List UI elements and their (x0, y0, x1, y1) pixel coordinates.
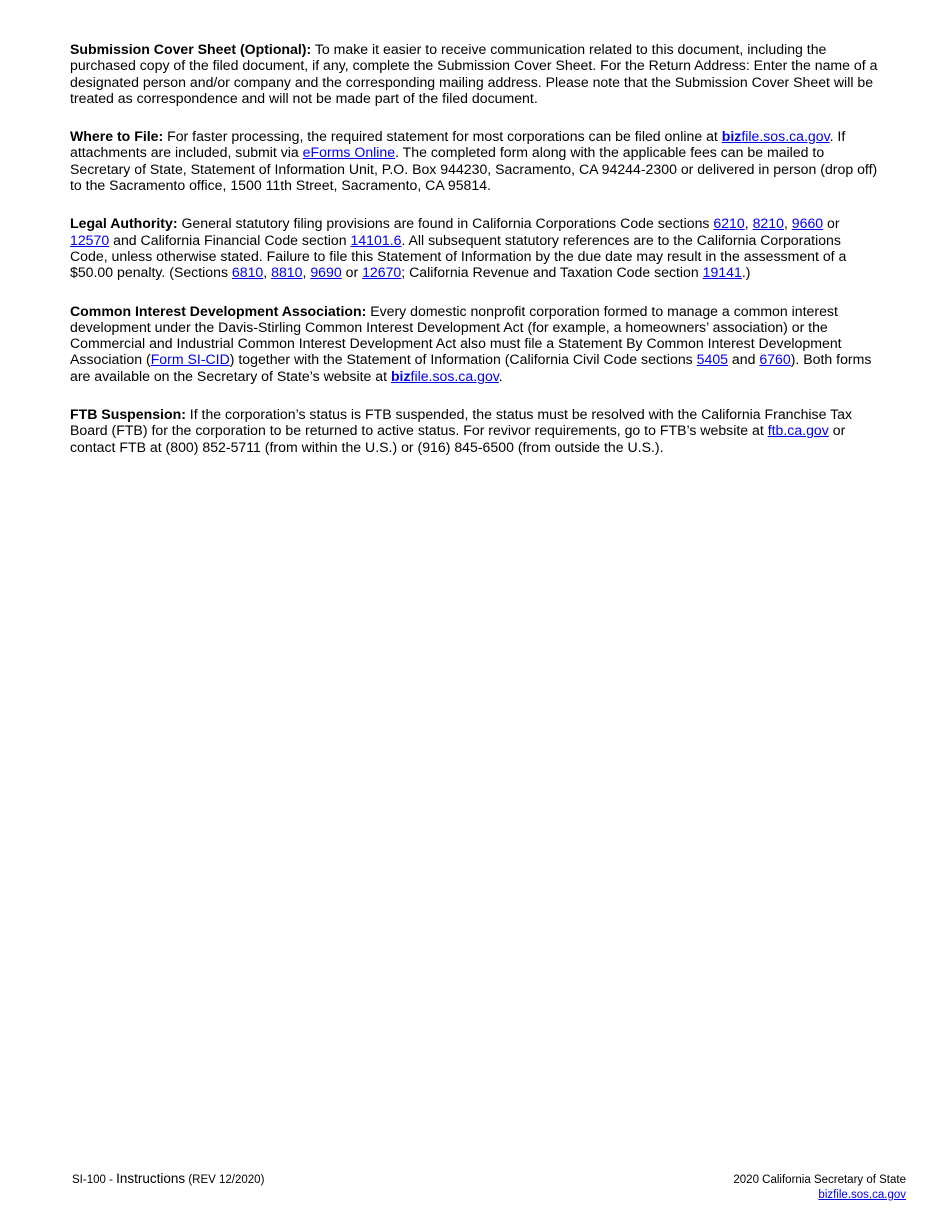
copyright-text: 2020 California Secretary of State (733, 1174, 906, 1186)
financial-code-link[interactable]: 14101.6 (350, 231, 402, 248)
form-revision-footer: SI-100 - Instructions (REV 12/2020) (72, 1171, 265, 1186)
paragraph-heading: Legal Authority: (70, 215, 178, 232)
eforms-online-link[interactable]: eForms Online (302, 144, 396, 161)
where-to-file-paragraph: Where to File: For faster processing, the required statement for most corporations can be filed online at bizfile.sos.ca.gov. If attachments are included, submit via eForms Online. The completed form along with the applicable fees can be mailed to Secretary of State, Statement of Information Unit, P.O. Box 944230, Sacramento, CA 94244-2300 or delivered in person (drop off) to the Sacramento office, 1500 11th Street, Sacramento, CA 95814. (70, 128, 878, 194)
instructions-body (70, 41, 880, 477)
form-si-cid-link[interactable]: Form SI-CID (150, 351, 230, 368)
paragraph-heading: FTB Suspension: (70, 406, 186, 423)
tax-code-link[interactable]: 19141 (702, 264, 742, 281)
ftb-suspension-paragraph: FTB Suspension: If the corporation’s status is FTB suspended, the status must be resolved with the California Franchise Tax Board (FTB) for the corporation to be returned to active status. For revivor requirements, go to FTB’s website at ftb.ca.gov or contact FTB at (800) 852-5711 (from within the U.S.) or (916) 845-6500 (from outside the U.S.). (70, 406, 853, 455)
paragraph-heading: Common Interest Development Association: (70, 302, 367, 319)
civil-code-link[interactable]: 6760 (759, 351, 791, 368)
code-section-link[interactable]: 8210 (752, 215, 784, 232)
paragraph-heading: Submission Cover Sheet (Optional): (70, 41, 312, 57)
common-interest-paragraph: Common Interest Development Association: Every domestic nonprofit corporation formed to manage a common interest development under the Davis-Stirling Common Interest Development Act (for example, a homeowners’ association) or the Commercial and Industrial Common Interest Development Act also must file a Statement By Common Interest Development Association (Form SI-CID) together with the Statement of Information (California Civil Code sections 5405 and 6760). Both forms are available on the Secretary of State’s website at bizfile.sos.ca.gov. (70, 302, 872, 384)
footer-bizfile-link[interactable]: bizfile.sos.ca.gov (818, 1189, 906, 1201)
code-section-link[interactable]: 6210 (713, 215, 745, 232)
code-section-link[interactable]: 9660 (791, 215, 824, 232)
legal-authority-paragraph: Legal Authority: General statutory filing provisions are found in California Corporations Code sections 6210, 8210, 9660 or 12570 and California Financial Code section 14101.6. All subsequent statutory references are to the California Corporations Code, unless otherwise stated. Failure to file this Statement of Information by the due date may result in the assessment of a $50.00 penalty. (Sections 6810, 8810, 9690 or 12670; California Revenue and Taxation Code section 19141.) (70, 215, 847, 281)
bizfile-link[interactable]: bizfile.sos.ca.gov (721, 128, 830, 145)
copyright-footer (733, 1173, 906, 1203)
paragraph-heading: Where to File: (70, 128, 164, 145)
code-section-link[interactable]: 12670 (362, 264, 402, 281)
ftb-website-link[interactable]: ftb.ca.gov (767, 422, 829, 439)
bizfile-link[interactable]: bizfile.sos.ca.gov (390, 367, 499, 384)
code-section-link[interactable]: 12570 (70, 231, 110, 248)
code-section-link[interactable]: 6810 (231, 264, 264, 281)
code-section-link[interactable]: 9690 (310, 264, 342, 281)
code-section-link[interactable]: 8810 (271, 264, 303, 281)
submission-cover-sheet-paragraph: Submission Cover Sheet (Optional): To make it easier to receive communication related to this document, including the purchased copy of the filed document, if any, complete the Submission Cover Sheet. For the Return Address: Enter the name of a designated person and/or company and the corresponding mailing address. Please note that the Submission Cover Sheet will be treated as correspondence and will not be made part of the filed document. (70, 41, 878, 106)
civil-code-link[interactable]: 5405 (696, 351, 729, 368)
